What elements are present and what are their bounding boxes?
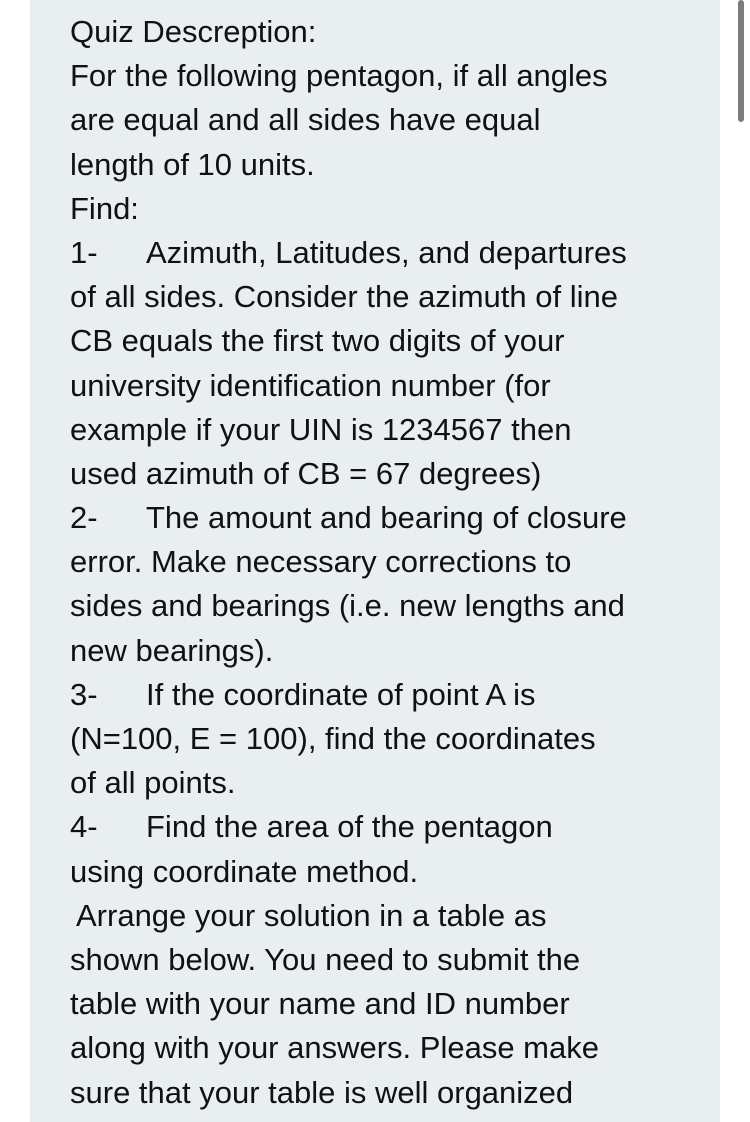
closing-line: Arrange your solution in a table as bbox=[76, 897, 547, 933]
item-4-first-line bbox=[70, 805, 710, 849]
item-number: 4- bbox=[70, 809, 98, 845]
item-text: The amount and bearing of closure bbox=[146, 500, 627, 536]
item-1-line: university identification number (for bbox=[70, 367, 551, 403]
item-number: 2- bbox=[70, 500, 98, 536]
item-text: Azimuth, Latitudes, and departures bbox=[146, 234, 627, 270]
item-3-first-line bbox=[70, 673, 710, 717]
item-1-first-line bbox=[70, 231, 710, 275]
cut-off-line bbox=[70, 1115, 710, 1122]
item-text: If the coordinate of point A is bbox=[146, 676, 536, 712]
closing-line: shown below. You need to submit the bbox=[70, 941, 581, 977]
item-2-first-line bbox=[70, 496, 710, 540]
item-1-line: CB equals the first two digits of your bbox=[70, 323, 565, 359]
closing-line: table with your name and ID number bbox=[70, 986, 570, 1022]
item-text: Find the area of the pentagon bbox=[146, 809, 553, 845]
item-2-line: error. Make necessary corrections to bbox=[70, 544, 572, 580]
intro-line: are equal and all sides have equal bbox=[70, 102, 541, 138]
item-3-line: (N=100, E = 100), find the coordinates bbox=[70, 721, 596, 756]
quiz-description-text bbox=[70, 10, 710, 1122]
item-3-line: of all points. bbox=[70, 765, 236, 801]
intro-line: For the following pentagon, if all angles bbox=[70, 58, 608, 94]
item-1-line: used azimuth of CB = 67 degrees) bbox=[70, 455, 542, 491]
item-2-line: sides and bearings (i.e. new lengths and bbox=[70, 588, 625, 624]
item-1-line: example if your UIN is 1234567 then bbox=[70, 411, 572, 447]
item-1-line: of all sides. Consider the azimuth of line bbox=[70, 279, 618, 315]
vertical-scrollbar[interactable] bbox=[738, 0, 744, 122]
item-number: 1- bbox=[70, 234, 98, 270]
closing-line: sure that your table is well organized bbox=[70, 1074, 574, 1110]
intro-line: length of 10 units. bbox=[70, 146, 315, 182]
closing-line: along with your answers. Please make bbox=[70, 1030, 599, 1066]
item-2-line: new bearings). bbox=[70, 632, 274, 668]
item-4-line: using coordinate method. bbox=[70, 853, 419, 889]
item-number: 3- bbox=[70, 676, 98, 712]
find-label: Find: bbox=[70, 190, 139, 226]
quiz-heading: Quiz Descreption: bbox=[70, 14, 317, 49]
